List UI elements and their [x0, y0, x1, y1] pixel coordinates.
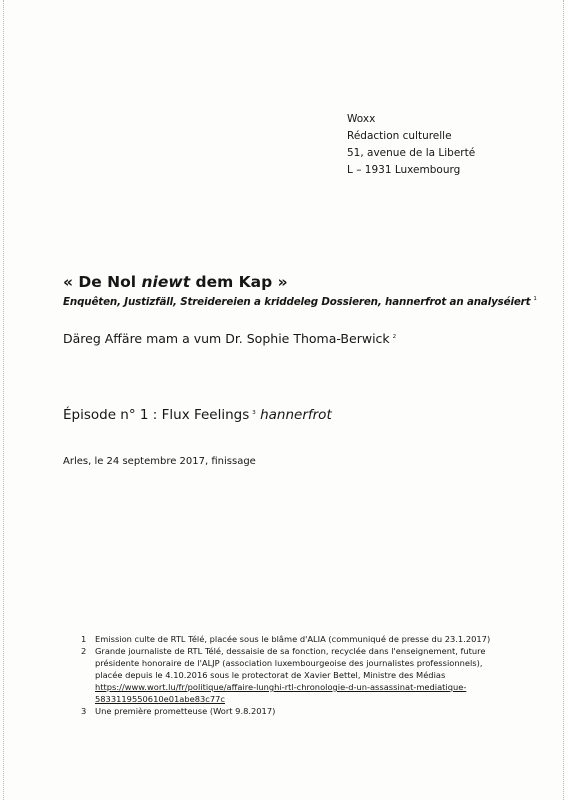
recipient-address	[347, 111, 475, 179]
byline-text: Däreg Affäre mam a vum Dr. Sophie Thoma-Berwick	[63, 331, 390, 346]
footnote-text	[95, 645, 503, 705]
byline	[63, 331, 396, 346]
title-italic: niewt	[141, 273, 191, 291]
episode-heading	[63, 407, 332, 423]
title-suffix: dem Kap »	[190, 273, 288, 291]
footnote-text	[95, 633, 503, 645]
footnote-link[interactable]: 5833119550610e01abe83c77c	[95, 694, 225, 704]
address-line: 51, avenue de la Liberté	[347, 147, 476, 159]
footnote-line: présidente honoraire de l'ALJP (association luxembourgeoise des journalistes professionnels),	[95, 658, 483, 668]
document-subtitle	[63, 296, 537, 308]
footnote-number: 2	[81, 646, 87, 656]
place-date: Arles, le 24 septembre 2017, finissage	[63, 456, 256, 467]
address-line: Woxx	[347, 113, 376, 125]
footnote	[63, 645, 503, 705]
footnote-ref: 1	[533, 296, 537, 302]
scan-edge-right	[563, 0, 564, 800]
footnote-number: 3	[81, 706, 87, 716]
document-title	[63, 273, 288, 291]
footnote	[63, 705, 503, 717]
footnote	[63, 633, 503, 645]
footnote-line: Une première prometteuse (Wort 9.8.2017)	[95, 706, 276, 716]
footnote-line: placée depuis le 4.10.2016 sous le protectorat de Xavier Bettel, Ministre des Médias	[95, 670, 446, 680]
footnote-ref: 3	[252, 410, 256, 416]
footnote-text	[95, 705, 503, 717]
footnote-number: 1	[81, 634, 87, 644]
footnote-line: Grande journaliste de RTL Télé, dessaisie de sa fonction, recyclée dans l'enseignement, future	[95, 646, 486, 656]
footnote-ref: 2	[392, 334, 397, 340]
footnote-link[interactable]: https://www.wort.lu/fr/politique/affaire-lunghi-rtl-chronologie-d-un-assassinat-mediatique-	[95, 682, 467, 692]
address-line: L – 1931 Luxembourg	[347, 164, 461, 176]
episode-italic: hannerfrot	[260, 407, 332, 423]
address-line: Rédaction culturelle	[347, 130, 452, 142]
episode-text: Épisode n° 1 : Flux Feelings	[63, 407, 250, 423]
footnotes	[63, 633, 503, 717]
title-prefix: « De Nol	[63, 273, 142, 291]
footnote-line: Emission culte de RTL Télé, placée sous le blâme d'ALIA (communiqué de presse du 23.1.2017)	[95, 634, 491, 644]
scan-edge-left	[3, 0, 4, 800]
subtitle-text: Enquêten, Justizfäll, Streidereien a kriddeleg Dossieren, hannerfrot an analyséiert	[63, 296, 531, 308]
